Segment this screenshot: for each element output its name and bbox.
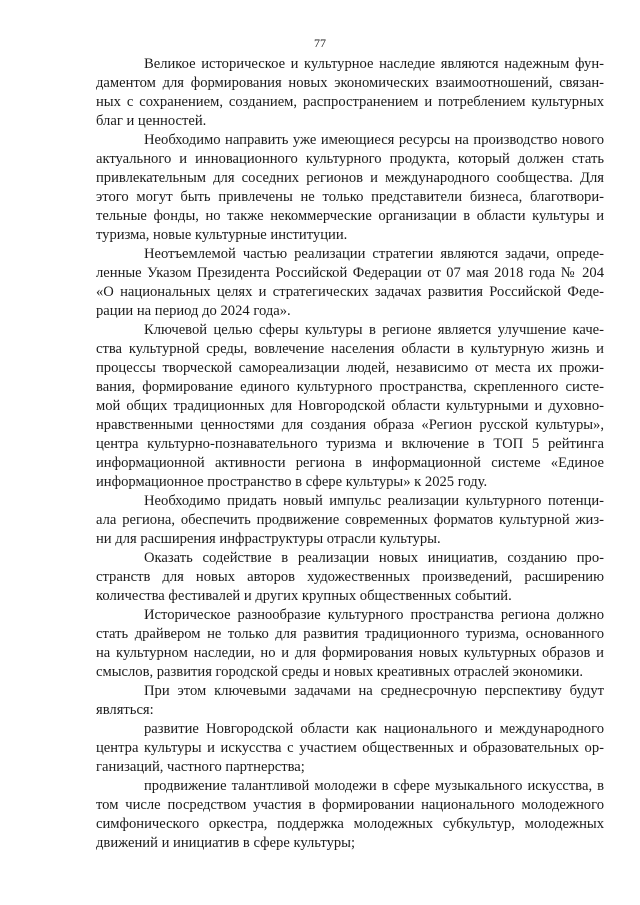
text-line: информационной активности региона в информационной системе «Единое bbox=[96, 455, 604, 471]
text-line: Историческое разнообразие культурного пространства региона должно bbox=[144, 607, 604, 623]
text-line: ленные Указом Президента Российской Федерации от 07 мая 2018 года № 204 bbox=[96, 265, 604, 281]
text-line: центра культуры и искусства с участием общественных и образовательных ор- bbox=[96, 740, 604, 756]
text-line: на культурном наследии, но и для формирования новых культурных образов и bbox=[96, 645, 604, 661]
text-line: центра культурно-познавательного туризма и включение в ТОП 5 рейтинга bbox=[96, 436, 604, 452]
text-line: стать драйвером не только для развития традиционного туризма, основанного bbox=[96, 626, 604, 642]
text-line: Неотъемлемой частью реализации стратегии являются задачи, опреде- bbox=[144, 246, 604, 262]
text-line: благ и ценностей. bbox=[96, 113, 207, 129]
text-line: ных с сохранением, созданием, распространением и потреблением культурных bbox=[96, 94, 604, 110]
text-line: Ключевой целью сферы культуры в регионе является улучшение каче- bbox=[144, 322, 604, 338]
text-line: нравственными ценностями для создания образа «Регион русской культуры», bbox=[96, 417, 604, 433]
text-line: этого могут быть привлечены не только представители бизнеса, благотвори- bbox=[96, 189, 604, 205]
page-number: 77 bbox=[314, 36, 326, 50]
text-line: ства культурной среды, вовлечение населения области в культурную жизнь и bbox=[96, 341, 604, 357]
text-line: мой общих традиционных для Новгородской области культурными и духовно- bbox=[96, 398, 604, 414]
text-line: актуального и инновационного культурного продукта, который должен стать bbox=[96, 151, 604, 167]
text-line: «О национальных целях и стратегических задачах развития Российской Феде- bbox=[96, 284, 604, 300]
text-line: Необходимо направить уже имеющиеся ресурсы на производство нового bbox=[144, 132, 604, 148]
text-line: процессы творческой самореализации людей, независимо от места их прожи- bbox=[96, 360, 604, 376]
text-line: ни для расширения инфраструктуры отрасли культуры. bbox=[96, 531, 441, 547]
text-line: При этом ключевыми задачами на среднесрочную перспективу будут bbox=[144, 683, 604, 699]
text-line: ганизаций, частного партнерства; bbox=[96, 759, 305, 775]
text-line: Великое историческое и культурное наследие являются надежным фун- bbox=[144, 56, 604, 72]
text-line: количества фестивалей и других крупных общественных событий. bbox=[96, 588, 512, 604]
text-line: смыслов, развития городской среды и новых креативных отраслей экономики. bbox=[96, 664, 584, 680]
text-line: Необходимо придать новый импульс реализации культурного потенци- bbox=[144, 493, 604, 509]
text-line: вания, формирование единого культурного пространства, скрепленного систе- bbox=[96, 379, 604, 395]
text-line: тельные фонды, но также некоммерческие организации в области культуры и bbox=[96, 208, 604, 224]
text-line: ала региона, обеспечить продвижение современных форматов культурной жиз- bbox=[96, 512, 604, 528]
text-line: даментом для формирования новых экономических взаимоотношений, связан- bbox=[96, 75, 604, 91]
text-line: являться: bbox=[96, 702, 154, 718]
text-line: Оказать содействие в реализации новых инициатив, созданию про- bbox=[144, 550, 604, 566]
text-line: симфонического оркестра, поддержка молодежных субкультур, молодежных bbox=[96, 816, 604, 832]
text-line: привлекательным для соседних регионов и международного сообщества. Для bbox=[96, 170, 604, 186]
text-line: странств для новых авторов художественных произведений, расширению bbox=[96, 569, 604, 585]
text-line: туризма, новые культурные институции. bbox=[96, 227, 348, 243]
text-line: том числе посредством участия в формировании национального молодежного bbox=[96, 797, 604, 813]
text-line: движений и инициатив в сфере культуры; bbox=[96, 835, 356, 851]
text-line: развитие Новгородской области как национального и международного bbox=[144, 721, 604, 737]
text-line: продвижение талантливой молодежи в сфере музыкального искусства, в bbox=[144, 778, 604, 794]
text-line: рации на период до 2024 года». bbox=[96, 303, 291, 319]
text-line: информационное пространство в сфере культуры» к 2025 году. bbox=[96, 474, 488, 490]
